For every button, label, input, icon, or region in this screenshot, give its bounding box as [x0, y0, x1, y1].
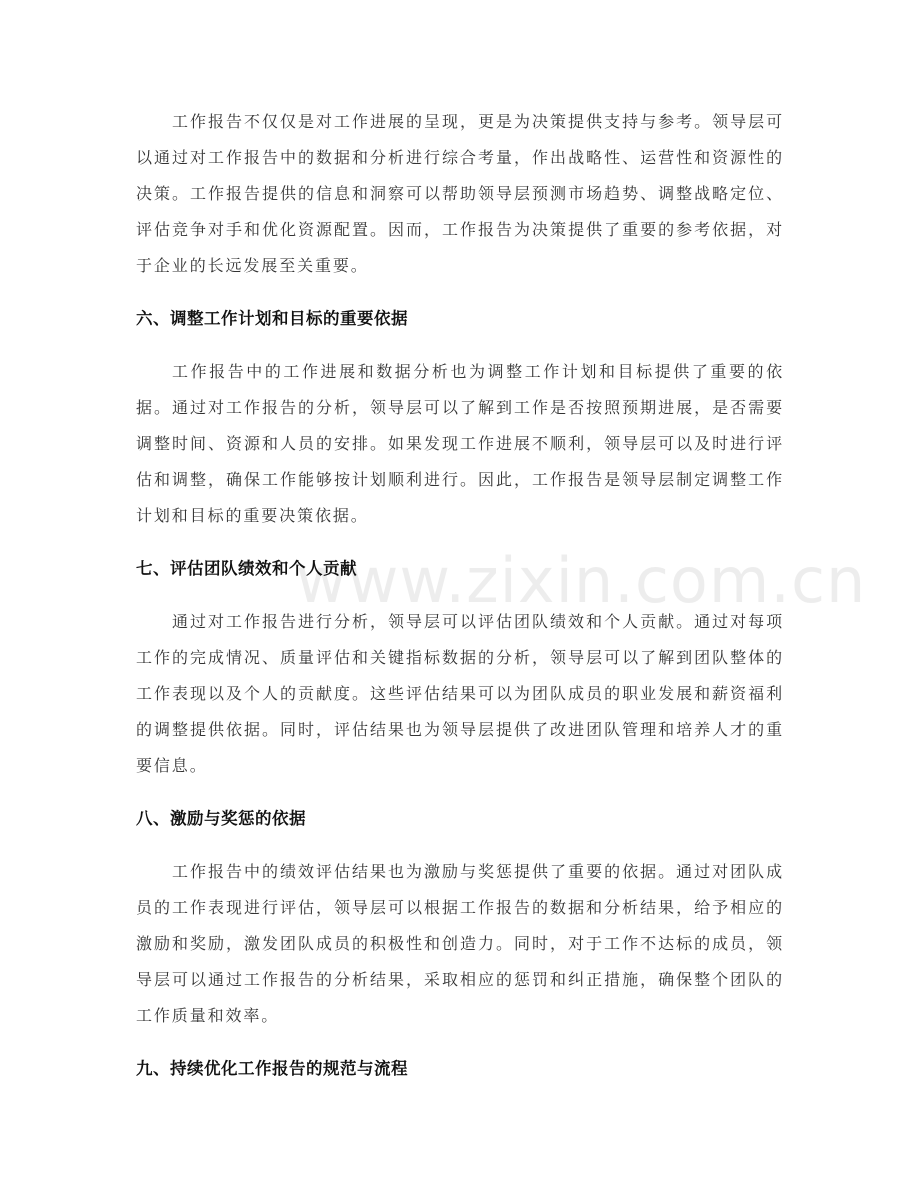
heading-section-7: 七、评估团队绩效和个人贡献 [136, 559, 357, 578]
heading-section-8: 八、激励与奖惩的依据 [136, 809, 306, 828]
paragraph-section-7: 通过对工作报告进行分析，领导层可以评估团队绩效和个人贡献。通过对每项工作的完成情况、质量评估和关键指标数据的分析，领导层可以了解到团队整体的工作表现以及个人的贡献度。这些评估结果可以为团队成员的职业发展和薪资福利的调整提供依据。同时，评估结果也为领导层提供了改进团队管理和培养人才的重要信息。 [136, 612, 784, 775]
paragraph-section-8: 工作报告中的绩效评估结果也为激励与奖惩提供了重要的依据。通过对团队成员的工作表现进行评估，领导层可以根据工作报告的数据和分析结果，给予相应的激励和奖励，激发团队成员的积极性和创造力。同时，对于工作不达标的成员，领导层可以通过工作报告的分析结果，采取相应的惩罚和纠正措施，确保整个团队的工作质量和效率。 [136, 862, 784, 1025]
paragraph-section-6: 工作报告中的工作进展和数据分析也为调整工作计划和目标提供了重要的依据。通过对工作报告的分析，领导层可以了解到工作是否按照预期进展，是否需要调整时间、资源和人员的安排。如果发现工作进展不顺利，领导层可以及时进行评估和调整，确保工作能够按计划顺利进行。因此，工作报告是领导层制定调整工作计划和目标的重要决策依据。 [136, 362, 784, 525]
paragraph-decision-support: 工作报告不仅仅是对工作进展的呈现，更是为决策提供支持与参考。领导层可以通过对工作报告中的数据和分析进行综合考量，作出战略性、运营性和资源性的决策。工作报告提供的信息和洞察可以帮助领导层预测市场趋势、调整战略定位、评估竞争对手和优化资源配置。因而，工作报告为决策提供了重要的参考依据，对于企业的长远发展至关重要。 [136, 112, 784, 275]
heading-section-6: 六、调整工作计划和目标的重要依据 [136, 309, 408, 328]
heading-section-9: 九、持续优化工作报告的规范与流程 [136, 1059, 408, 1078]
document-body [136, 104, 784, 1083]
watermark-text: www.zixin.com.cn [296, 544, 867, 617]
